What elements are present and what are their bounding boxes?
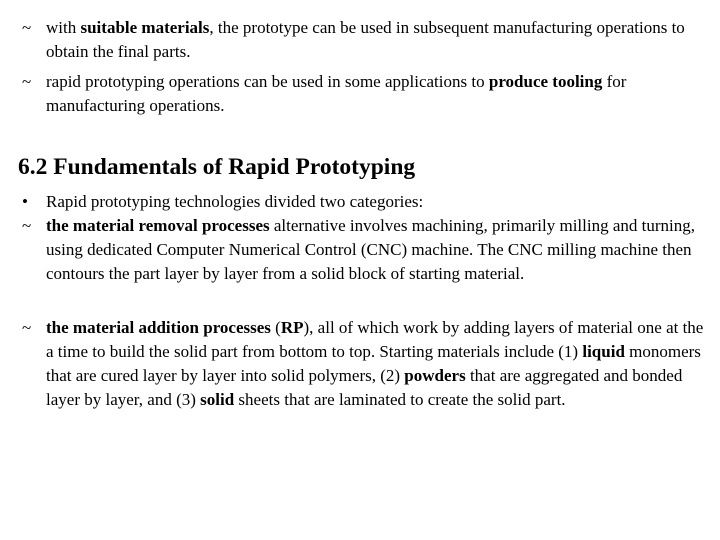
bold-powders: powders [404,366,466,385]
item-text: ( [270,318,281,337]
bullet-marker: • [22,192,28,211]
item-text: monomers that are cured layer by layer into solid polymers, (2) [46,342,701,385]
item-text: sheets that are laminated to create the solid part. [234,390,566,409]
bold-produce-tooling: produce tooling [488,72,603,91]
bold-material-addition: the material addition processes [46,318,271,337]
item-text: Rapid prototyping technologies divided two categories: [46,192,424,211]
bold-solid: solid [200,390,235,409]
section-heading: 6.2 Fundamentals of Rapid Prototyping [18,154,416,180]
bold-liquid: liquid [582,342,625,361]
dash-marker: ~ [22,318,32,337]
dash-item-material-addition [22,316,706,412]
item-text: with [46,18,81,37]
item-text: that are aggregated and bonded layer by layer, and (3) [46,366,683,409]
dash-item-produce-tooling [22,70,706,118]
bold-rp: RP [280,318,304,337]
dash-marker: ~ [22,18,32,37]
dash-marker: ~ [22,72,32,91]
bullet-item-categories [22,190,706,214]
dash-marker: ~ [22,216,32,235]
bold-suitable-materials: suitable materials [80,18,210,37]
bold-material-removal: the material removal processes [46,216,270,235]
item-text: for manufacturing operations. [46,72,627,115]
dash-item-material-removal [22,214,706,286]
item-text: , the prototype can be used in subsequent manufacturing operations to obtain the final parts. [46,18,685,61]
item-text: ), all of which work by adding layers of material one at the a time to build the solid part from bottom to top. Starting materials include (1) [46,318,704,361]
item-text: alternative involves machining, primarily milling and turning, using dedicated Computer Numerical Control (CNC) machine. The CNC milling machine then contours the part layer by layer from a solid block of starting material. [46,216,696,283]
dash-item-suitable-materials [22,16,706,64]
item-text: rapid prototyping operations can be used in some applications to [46,72,489,91]
